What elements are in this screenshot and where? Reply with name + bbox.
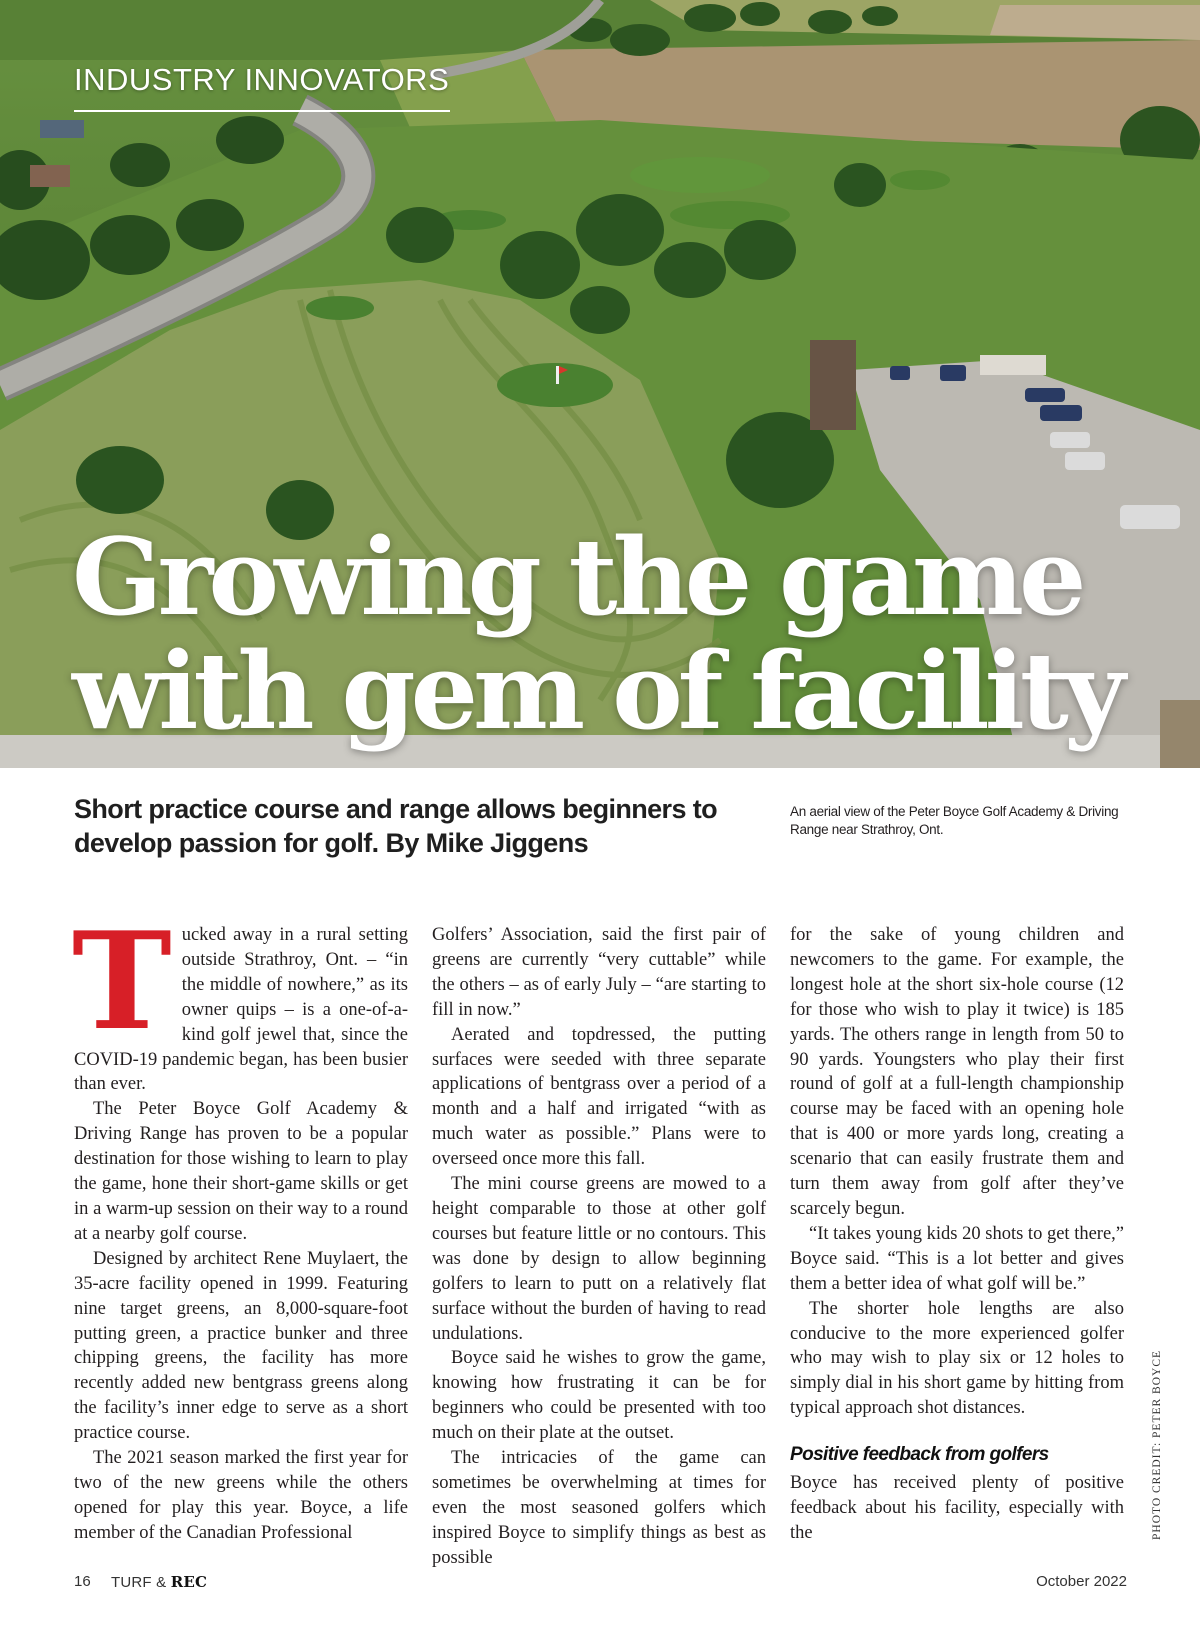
paragraph: Aerated and topdressed, the putting surfaces were seeded with three separate applications of bentgrass over a period of a month and a half and irrigated “with as much water as possible.” Plans were to overseed once more this fall. [432,1024,766,1170]
paragraph: Golfers’ Association, said the first pair of greens are currently “very cuttable” while the others – as of early July – “are starting to fill in now.” [432,925,766,1020]
drop-cap: T [72,902,172,1060]
paragraph: The shorter hole lengths are also conducive to the more experienced golfer who may wish to play six or 12 holes to simply dial in his short game by hitting from typical approach shot distances. [790,1298,1124,1419]
paragraph: The mini course greens are mowed to a height comparable to those at other golf courses but feature little or no contours. This was done by design to allow beginning golfers to learn to putt on a relatively flat surface without the burden of having to read undulations. [432,1174,766,1344]
paragraph [72,902,408,1097]
paragraph: Boyce has received plenty of positive feedback about his facility, especially with the [790,1473,1124,1543]
photo-credit: PHOTO CREDIT: PETER BOYCE [1151,1349,1163,1540]
paragraph-text: ucked away in a rural setting outside Strathroy, Ont. – “in the middle of nowhere,” as its owner quips – is a one-of-a-kind golf jewel that, since the COVID-19 pandemic began, has been busier than ever. [74,925,408,1095]
section-kicker: INDUSTRY INNOVATORS [74,62,450,97]
paragraph: The 2021 season marked the first year for two of the new greens while the others opened for play this year. Boyce, a life member of the Canadian Professional [74,1448,408,1543]
issue-date: October 2022 [1036,1573,1127,1590]
hero-aerial-photo [0,0,1200,768]
paragraph: Designed by architect Rene Muylaert, the 35-acre facility opened in 1999. Featuring nine target greens, an 8,000-square-foot putting green, a practice bunker and three chipping greens, the facility has more recently added new bentgrass greens along the facility’s inner edge to serve as a short practice course. [74,1248,408,1444]
paragraph: “It takes young kids 20 shots to get there,” Boyce said. “This is a lot better and gives them a better idea of what golf will be.” [790,1223,1124,1294]
headline-line-1: Growing the game [72,514,1082,639]
body-column-1 [72,902,408,1546]
paragraph: Boyce said he wishes to grow the game, knowing how frustrating it can be for beginners who could be presented with too much on their plate at the outset. [432,1348,766,1444]
headline-line-2: with gem of facility [72,628,1121,753]
kicker-rule [74,110,450,112]
subhead: Positive feedback from golfers [790,1444,1049,1466]
byline: By Mike Jiggens [385,828,589,858]
deck-text: Short practice course and range allows beginners to develop passion for golf. [74,794,718,858]
paragraph: The Peter Boyce Golf Academy & Driving Range has proven to be a popular destination for those wishing to learn to play the game, hone their short-game skills or get in a warm-up session on their way to a round at a nearby golf course. [74,1099,408,1244]
magazine-name-prefix: TURF & [111,1574,171,1591]
paragraph: The intricacies of the game can sometimes be overwhelming at times for even the most seasoned golfers which inspired Boyce to simplify things as best as possible [432,1448,766,1568]
magazine-name-suffix: REC [170,1573,208,1591]
body-column-2 [432,923,766,1571]
magazine-name [111,1573,207,1591]
photo-caption: An aerial view of the Peter Boyce Golf Academy & Driving Range near Strathroy, Ont. [790,804,1119,837]
deck [74,792,774,860]
headline [72,514,1172,753]
body-column-3 [790,923,1124,1546]
paragraph: for the sake of young children and newcomers to the game. For example, the longest hole at the short six-hole course (12 for those who wish to play it twice) is 185 yards. The others range in length from 50 to 90 yards. Youngsters who play their first round of golf at a full-length championship course may be faced with an opening hole that is 400 or more yards long, creating a scenario that can easily frustrate them and turn them away from golf after they’ve scarcely begun. [790,925,1124,1219]
page-number: 16 [74,1573,91,1590]
